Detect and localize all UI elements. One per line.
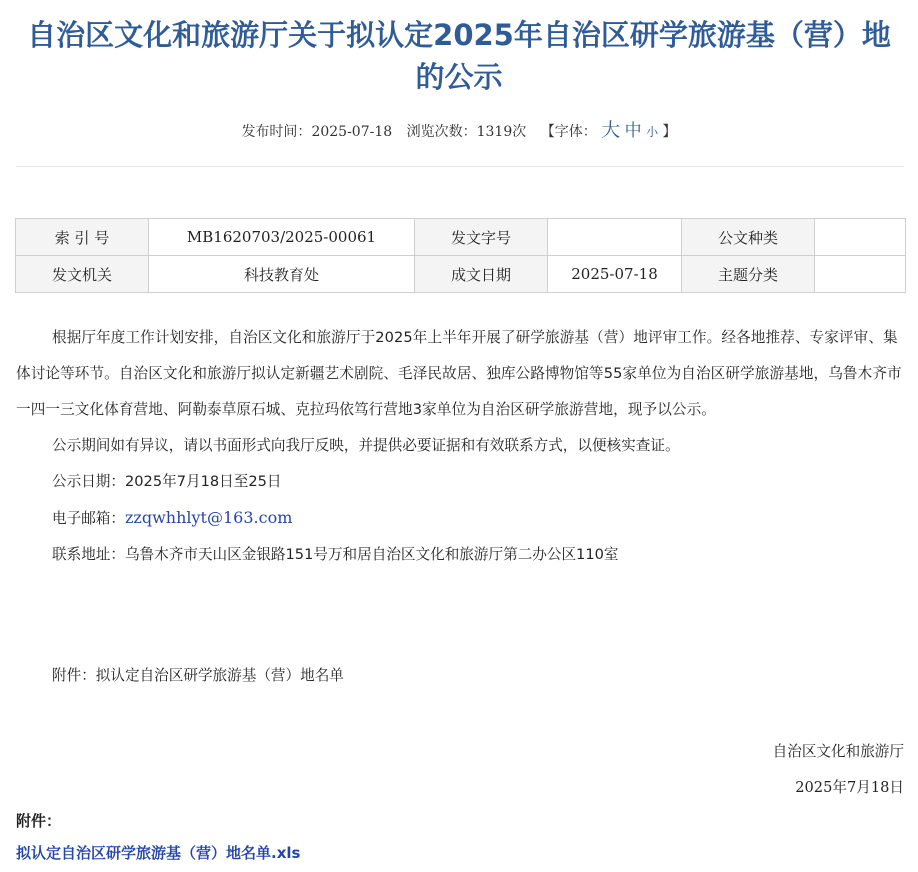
table-row xyxy=(16,219,906,256)
signature-date: 2025年7月18日 xyxy=(795,779,904,796)
attachment-file-link[interactable]: 拟认定自治区研学旅游基（营）地名单.xls xyxy=(16,844,301,862)
publicity-period: 公示日期：2025年7月18日至25日 xyxy=(52,473,282,490)
topic-label: 主题分类 xyxy=(682,256,815,293)
document-type-label: 公文种类 xyxy=(682,219,815,256)
font-medium-button[interactable]: 中 xyxy=(624,121,642,141)
article-body xyxy=(16,320,906,573)
document-number-value xyxy=(548,219,682,256)
header-divider xyxy=(16,166,904,167)
font-large-button[interactable]: 大 xyxy=(601,119,621,141)
document-number-label: 发文字号 xyxy=(415,219,548,256)
table-row xyxy=(16,256,906,293)
font-small-button[interactable]: 小 xyxy=(646,125,659,139)
document-info-table xyxy=(15,218,906,293)
views-count: 1319次 xyxy=(476,124,527,140)
font-label-open: 【字体： xyxy=(540,124,597,140)
views-label: 浏览次数： xyxy=(406,124,477,140)
signature-organization: 自治区文化和旅游厅 xyxy=(772,743,904,760)
font-label-close: 】 xyxy=(662,124,677,140)
issuer-value: 科技教育处 xyxy=(149,256,415,293)
index-number-label: 索 引 号 xyxy=(16,219,149,256)
email-link[interactable]: zzqwhhlyt@163.com xyxy=(124,508,293,527)
issuer-label: 发文机关 xyxy=(16,256,149,293)
document-type-value xyxy=(815,219,906,256)
written-date-value: 2025-07-18 xyxy=(548,256,682,293)
email-label: 电子邮箱： xyxy=(52,510,125,527)
attachment-note: 附件：拟认定自治区研学旅游基（营）地名单 xyxy=(52,667,344,684)
attachments-heading: 附件： xyxy=(16,812,62,830)
email-line xyxy=(16,500,906,537)
address-line: 联系地址：乌鲁木齐市天山区金银路151号万和居自治区文化和旅游厅第二办公区110室 xyxy=(52,546,619,563)
publish-label: 发布时间： xyxy=(241,124,312,140)
publish-date: 2025-07-18 xyxy=(311,124,393,140)
index-number-value: MB1620703/2025-00061 xyxy=(149,219,415,256)
topic-value xyxy=(815,256,906,293)
body-paragraph-2: 公示期间如有异议，请以书面形式向我厅反映，并提供必要证据和有效联系方式，以便核实查证。 xyxy=(52,437,680,454)
written-date-label: 成文日期 xyxy=(415,256,548,293)
page-title: 自治区文化和旅游厅关于拟认定2025年自治区研学旅游基（营）地的公示 xyxy=(27,18,891,94)
body-paragraph-1: 根据厅年度工作计划安排，自治区文化和旅游厅于2025年上半年开展了研学旅游基（营）地评审工作。经各地推荐、专家评审、集体讨论等环节。自治区文化和旅游厅拟认定新疆艺术剧院、毛泽民故居、独库公路博物馆等55家单位为自治区研学旅游基地，乌鲁木齐市一四一三文化体育营地、阿勒泰草原石城、克拉玛依笃行营地3家单位为自治区研学旅游营地，现予以公示。 xyxy=(16,329,902,418)
article-meta xyxy=(0,120,918,142)
